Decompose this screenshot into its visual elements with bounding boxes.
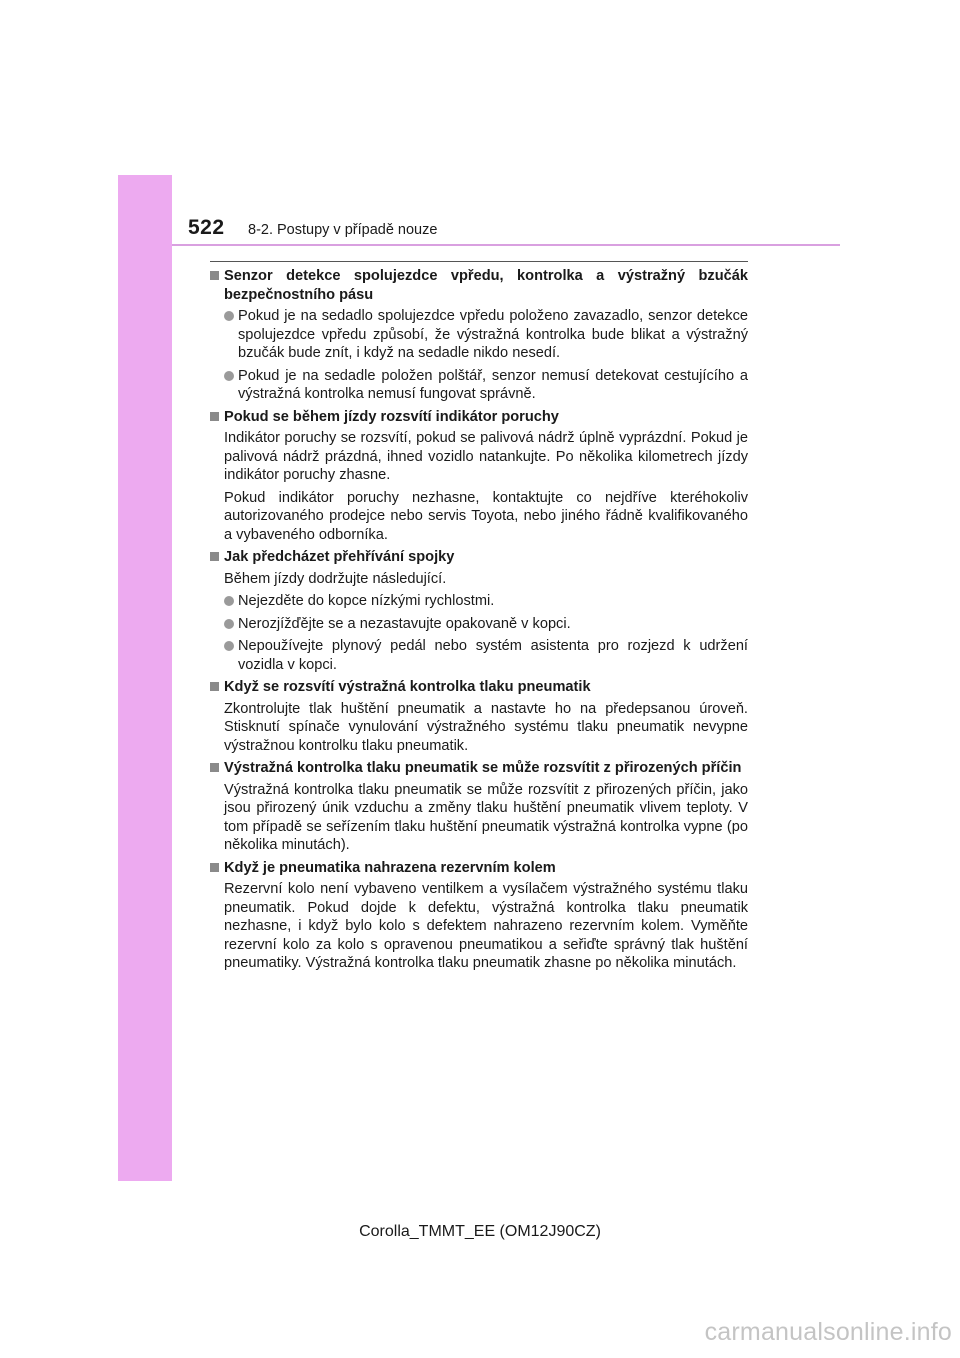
section-heading-text: Výstražná kontrolka tlaku pneumatik se může rozsvítit z přirozených příčin [224, 760, 742, 776]
section-heading-text: Jak předcházet přehřívání spojky [224, 549, 455, 565]
content-section [209, 859, 748, 973]
body-paragraph: Během jízdy dodržujte následující. [224, 570, 447, 587]
body-paragraph: Rezervní kolo není vybaveno ventilkem a vysílačem výstražného systému tlaku pneumatik. Pokud dojde k defektu, výstražná kontrolka tlaku pneumatik nezhasne, i když bylo kolo s defektem nahrazeno rezervním kolem. Vyměňte rezervní kolo za kolo s opravenou pneumatikou a seřiďte správný tlak huštění pneumatiky. Výstražná kontrolka tlaku pneumatik zhasne po několika minutách. [224, 881, 748, 971]
circle-bullet-icon [224, 311, 234, 321]
page-content [209, 267, 748, 977]
square-bullet-icon [210, 412, 219, 421]
bullet-item [209, 367, 748, 404]
bullet-item [209, 615, 748, 634]
bullet-text: Pokud je na sedadle položen polštář, senzor nemusí detekovat cestujícího a výstražná kontrolka nemusí fungovat správně. [238, 367, 748, 402]
bullet-text: Nejezděte do kopce nízkými rychlostmi. [238, 593, 495, 609]
body-paragraph: Výstražná kontrolka tlaku pneumatik se může rozsvítit z přirozených příčin, jako jsou přirozený únik vzduchu a změny tlaku huštění pneumatik vlivem teploty. V tom případě se seřízením tlaku huštění pneumatik výstražná kontrolka vypne (po několika minutách). [224, 781, 748, 853]
header-divider [172, 244, 840, 246]
bullet-text: Nerozjížďějte se a nezastavujte opakovaně v kopci. [238, 615, 571, 632]
bullet-item [209, 637, 748, 674]
bullet-item [209, 592, 748, 611]
section-heading [209, 267, 748, 304]
chapter-sidebar-tab [118, 175, 172, 1181]
section-heading [209, 408, 748, 427]
content-section [209, 678, 748, 755]
square-bullet-icon [210, 682, 219, 691]
section-heading [209, 548, 748, 567]
square-bullet-icon [210, 271, 219, 280]
section-heading [209, 759, 748, 778]
square-bullet-icon [210, 763, 219, 772]
body-paragraph: Zkontrolujte tlak huštění pneumatik a nastavte ho na předepsanou úroveň. Stisknutí spínače vynulování výstražného systému tlaku pneumatik nevypne výstražnou kontrolku tlaku pneumatik. [224, 700, 748, 754]
content-section [209, 548, 748, 674]
page-number: 522 [188, 216, 225, 239]
section-heading-text: Když se rozsvítí výstražná kontrolka tlaku pneumatik [224, 679, 591, 695]
square-bullet-icon [210, 863, 219, 872]
circle-bullet-icon [224, 641, 234, 651]
circle-bullet-icon [224, 619, 234, 629]
chapter-title: 8-2. Postupy v případě nouze [248, 222, 438, 238]
circle-bullet-icon [224, 596, 234, 606]
bullet-item [209, 307, 748, 363]
bullet-text: Nepoužívejte plynový pedál nebo systém asistenta pro rozjezd k udržení vozidla v kopci. [238, 638, 748, 673]
content-top-divider [210, 261, 748, 262]
body-paragraph: Pokud indikátor poruchy nezhasne, kontaktujte co nejdříve kteréhokoliv autorizovaného prodejce nebo servis Toyota, nebo jiného řádně kvalifikovaného a vybaveného odborníka. [224, 489, 748, 543]
content-section [209, 408, 748, 545]
body-paragraph: Indikátor poruchy se rozsvítí, pokud se palivová nádrž úplně vyprázdní. Pokud je palivová nádrž prázdná, ihned vozidlo natankujte. Po několika kilometrech jízdy indikátor poruchy zhasne. [224, 430, 748, 483]
section-heading-text: Pokud se během jízdy rozsvítí indikátor poruchy [224, 408, 559, 425]
section-heading [209, 859, 748, 878]
bullet-text: Pokud je na sedadlo spolujezdce vpředu položeno zavazadlo, senzor detekce spolujezdce vpředu způsobí, že výstražná kontrolka bude blikat a výstražný bzučák bude znít, i když na sedadle nikdo nesedí. [238, 308, 748, 361]
content-section [209, 267, 748, 404]
footer-model-code: Corolla_TMMT_EE (OM12J90CZ) [359, 1223, 601, 1240]
section-heading-text: Když je pneumatika nahrazena rezervním kolem [224, 859, 556, 876]
square-bullet-icon [210, 552, 219, 561]
content-section [209, 759, 748, 855]
watermark-text: carmanualsonline.info [704, 1318, 952, 1346]
circle-bullet-icon [224, 371, 234, 381]
section-heading [209, 678, 748, 697]
section-heading-text: Senzor detekce spolujezdce vpředu, kontrolka a výstražný bzučák bezpečnostního pásu [224, 268, 748, 303]
